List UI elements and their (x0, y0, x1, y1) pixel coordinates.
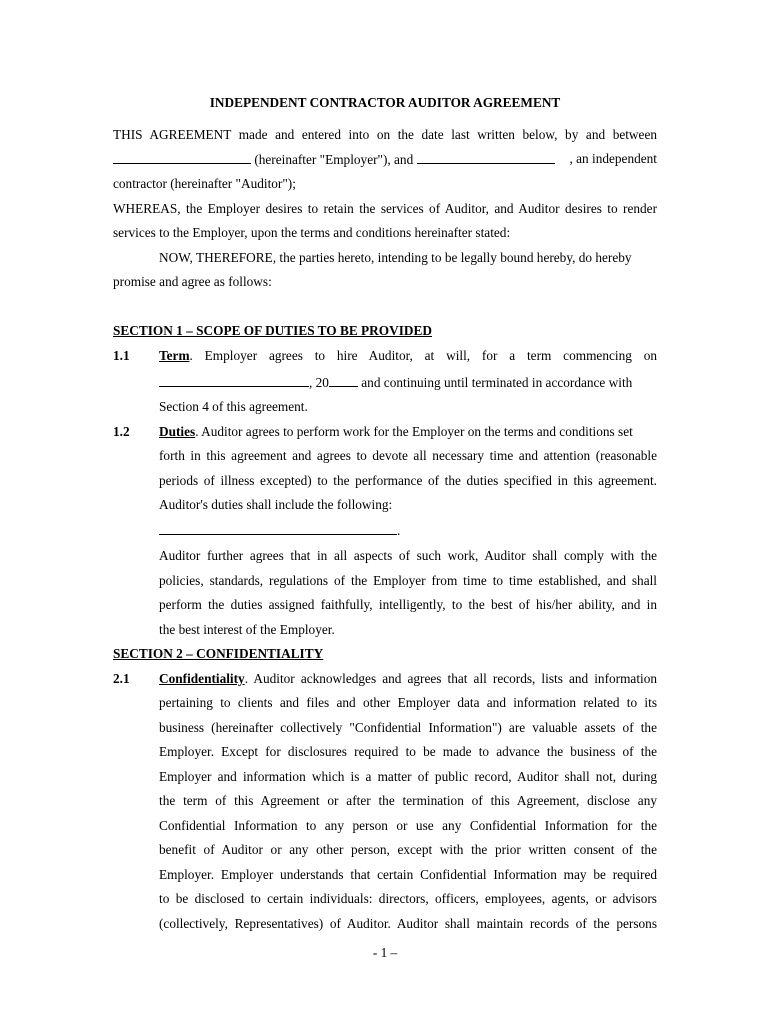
whereas-line-2: services to the Employer, upon the terms and conditions hereinafter stated: (113, 225, 511, 240)
duties-blank[interactable] (159, 522, 397, 535)
clause-2-1-line-4: Employer. Except for disclosures required to be made to advance the business of the (159, 744, 657, 759)
clause-1-2-line-3: periods of illness excepted) to the performance of the duties specified in this agreement. (159, 473, 657, 488)
clause-1-2-para-2-line-4: the best interest of the Employer. (159, 622, 335, 637)
now-therefore-line-2: promise and agree as follows: (113, 274, 272, 289)
now-therefore-line-1: NOW, THEREFORE, the parties hereto, intending to be legally bound hereby, do hereby (159, 250, 632, 265)
clause-2-1-line-1 (159, 671, 657, 687)
clause-1-1-number: 1.1 (113, 348, 130, 363)
employer-tail: (hereinafter "Employer"), and (254, 152, 414, 167)
document-title: INDEPENDENT CONTRACTOR AUDITOR AGREEMENT (209, 95, 561, 110)
clause-2-1-line-2: pertaining to clients and files and other Employer data and information related to its (159, 695, 657, 710)
clause-2-1-line-10: to be disclosed to certain individuals: directors, officers, employees, agents, or advisors (159, 891, 657, 906)
whereas-line-1: WHEREAS, the Employer desires to retain the services of Auditor, and Auditor desires to render (113, 201, 657, 216)
section-2-heading: SECTION 2 – CONFIDENTIALITY (113, 646, 324, 661)
clause-2-1-line-3: business (hereinafter collectively "Confidential Information") are valuable assets of the (159, 720, 657, 735)
clause-1-1-text: . Employer agrees to hire Auditor, at will, for a term commencing on (189, 348, 657, 363)
clause-1-2-number: 1.2 (113, 424, 130, 439)
year-blank[interactable] (329, 374, 358, 387)
clause-2-1-line-9: Employer. Employer understands that certain Confidential Information may be required (159, 867, 657, 882)
employer-name-blank[interactable] (113, 151, 251, 164)
auditor-name-blank[interactable] (417, 151, 555, 164)
clause-2-1-line-6: the term of this Agreement or after the termination of this Agreement, disclose any (159, 793, 657, 808)
commencement-date-blank[interactable] (159, 374, 309, 387)
clause-1-1-line-2-end: and continuing until terminated in accordance with (357, 375, 633, 390)
clause-2-1-line-5: Employer and information which is a matter of public record, Auditor shall not, during (159, 769, 657, 784)
clause-1-1-title: Term (159, 348, 190, 363)
intro-line-1: THIS AGREEMENT made and entered into on the date last written below, by and between (113, 127, 657, 142)
intro-line-2 (113, 151, 657, 168)
clause-1-1-line-2 (159, 374, 657, 391)
clause-2-1-line-11: (collectively, Representatives) of Auditor. Auditor shall maintain records of the persons (159, 916, 657, 931)
clause-1-2-line-4: Auditor's duties shall include the following: (159, 497, 393, 512)
clause-1-2-text: . Auditor agrees to perform work for the Employer on the terms and conditions set (195, 424, 633, 439)
clause-1-1-line-1 (159, 348, 657, 364)
clause-2-1-title: Confidentiality (159, 671, 245, 686)
clause-1-2-para-2-line-1: Auditor further agrees that in all aspects of such work, Auditor shall comply with the (159, 548, 657, 563)
clause-1-2-para-2-line-2: policies, standards, regulations of the Employer from time to time established, and shall (159, 573, 657, 588)
clause-2-1-number: 2.1 (113, 671, 130, 686)
clause-1-2-line-2: forth in this agreement and agrees to devote all necessary time and attention (reasonable (159, 448, 657, 463)
clause-2-1-line-7: Confidential Information to any person or use any Confidential Information for the (159, 818, 657, 833)
clause-1-2-title: Duties (159, 424, 196, 439)
clause-1-2-line-1 (159, 424, 633, 440)
section-1-heading: SECTION 1 – SCOPE OF DUTIES TO BE PROVIDED (113, 323, 432, 338)
clause-1-2-para-2-line-3: perform the duties assigned faithfully, intelligently, to the best of his/her ability, and in (159, 597, 657, 612)
clause-2-1-line-8: benefit of Auditor or any other person, except with the prior written consent of the (159, 842, 657, 857)
clause-2-1-text: . Auditor acknowledges and agrees that all records, lists and information (244, 671, 657, 686)
page-number: - 1 – (372, 945, 398, 960)
year-prefix: , 20 (309, 375, 329, 390)
clause-1-1-line-3: Section 4 of this agreement. (159, 399, 308, 414)
auditor-tail: , an independent (569, 151, 657, 166)
duties-blank-end: . (397, 523, 401, 538)
duties-blank-line (159, 522, 400, 539)
intro-line-3: contractor (hereinafter "Auditor"); (113, 176, 296, 191)
